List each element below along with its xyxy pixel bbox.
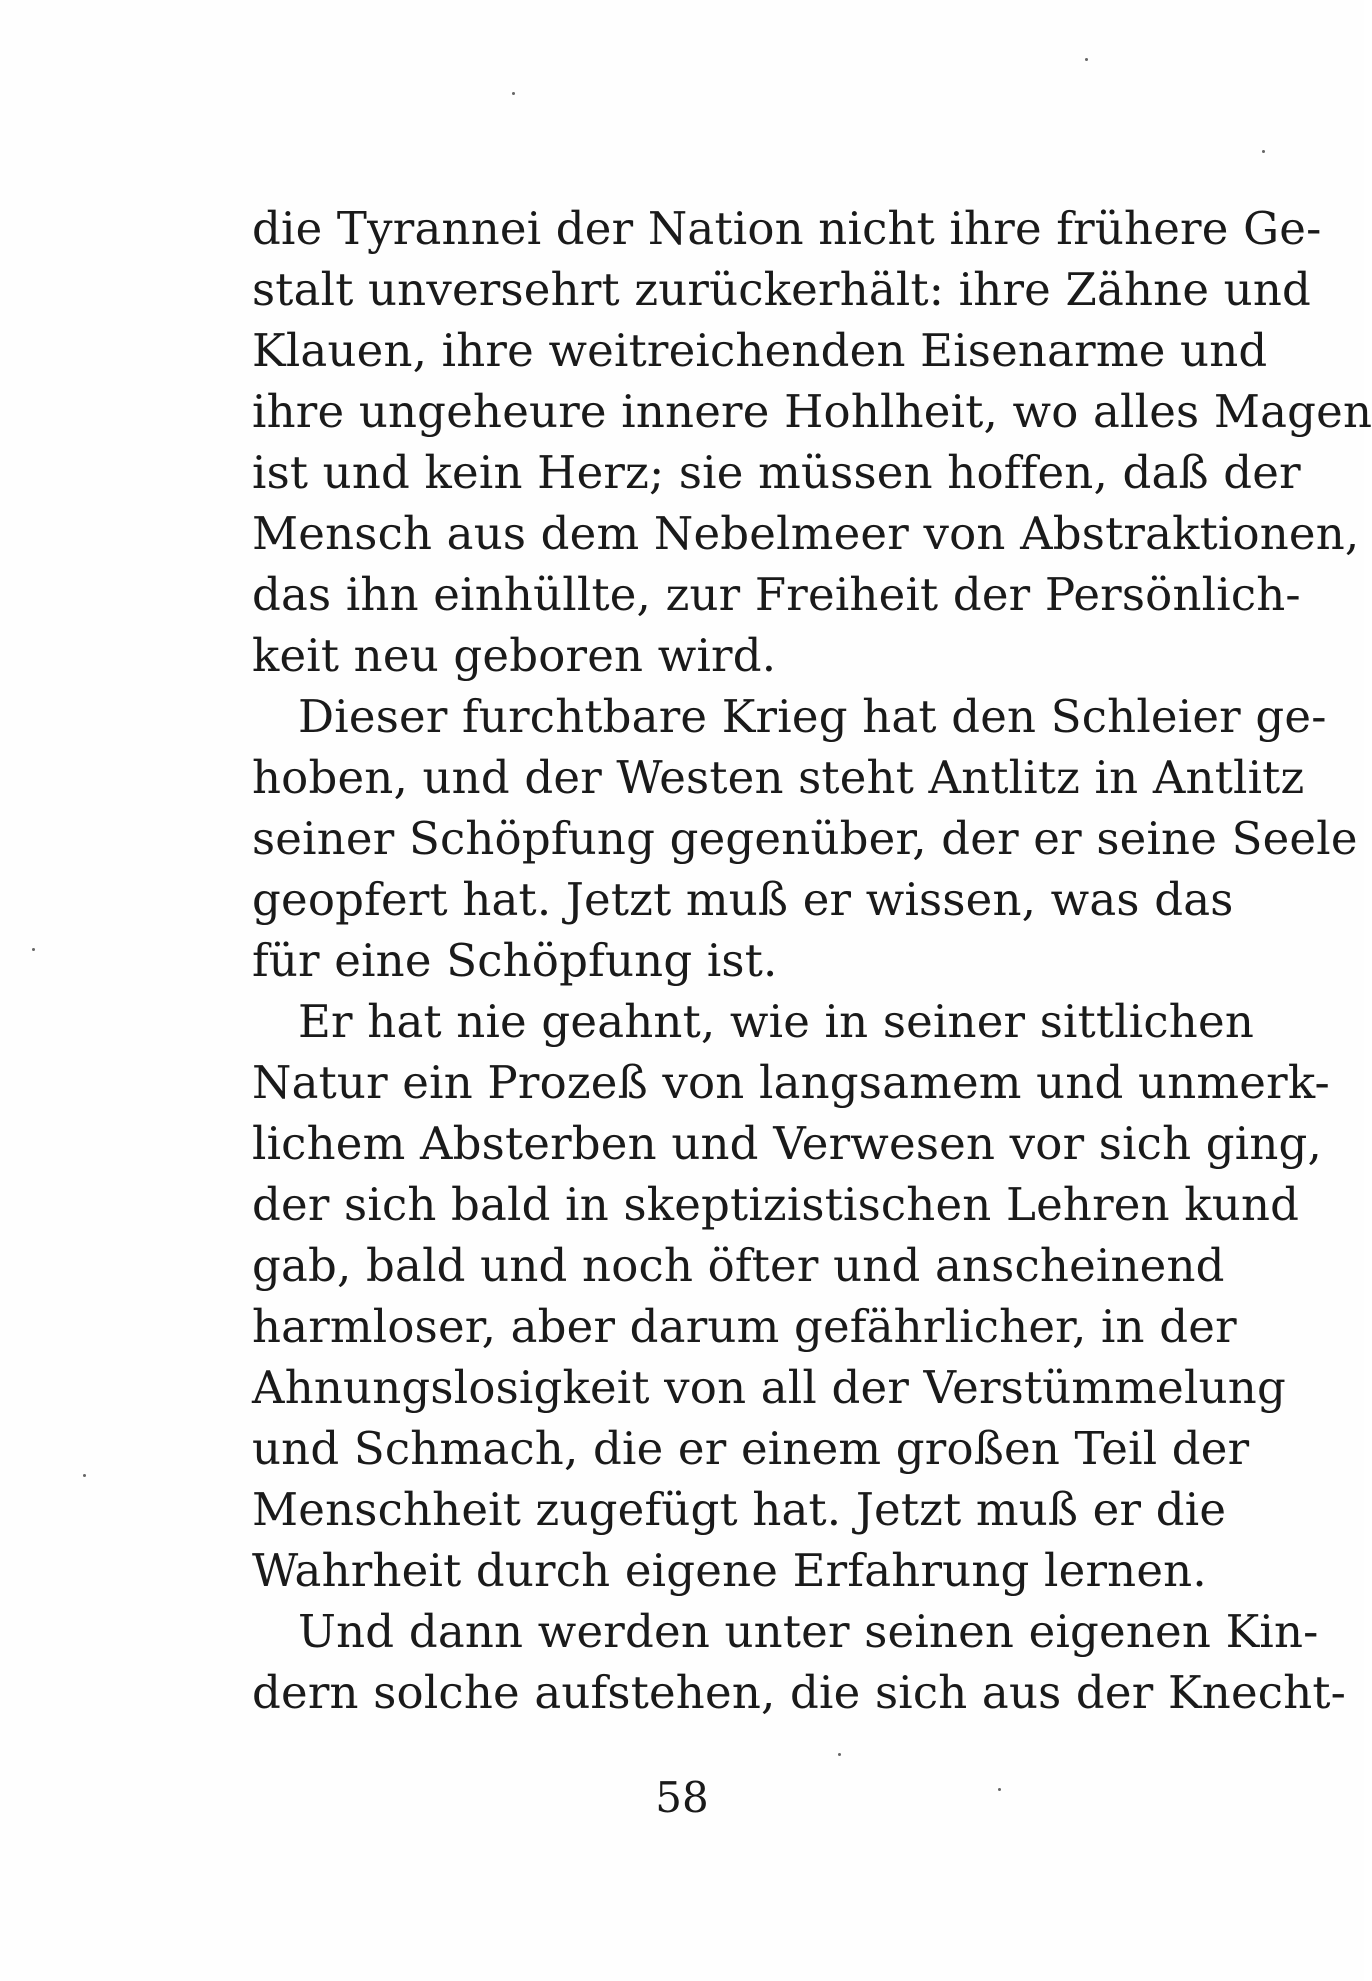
- paper-speck: [512, 92, 515, 95]
- text-line: Natur ein Prozeß von langsamem und unmerk-: [252, 1056, 1330, 1109]
- text-line: für eine Schöpfung ist.: [252, 934, 778, 987]
- text-line: Klauen, ihre weitreichenden Eisenarme und: [252, 324, 1268, 377]
- text-line: geopfert hat. Jetzt muß er wissen, was das: [252, 873, 1234, 926]
- text-line: und Schmach, die er einem großen Teil der: [252, 1422, 1250, 1475]
- paper-speck: [1262, 150, 1265, 153]
- text-line: Wahrheit durch eigene Erfahrung lernen.: [252, 1544, 1207, 1597]
- text-line: das ihn einhüllte, zur Freiheit der Persönlich-: [252, 568, 1301, 621]
- text-line: Mensch aus dem Nebelmeer von Abstraktionen,: [252, 507, 1360, 560]
- text-line: Ahnungslosigkeit von all der Verstümmelung: [252, 1361, 1286, 1414]
- paragraph-first-line: Dieser furchtbare Krieg hat den Schleier ge-: [298, 690, 1327, 743]
- text-line: gab, bald und noch öfter und anscheinend: [252, 1239, 1225, 1292]
- text-line: dern solche aufstehen, die sich aus der Knecht-: [252, 1666, 1347, 1719]
- text-line: die Tyrannei der Nation nicht ihre frühere Ge-: [252, 202, 1322, 255]
- paper-speck: [1085, 58, 1088, 61]
- text-line: Menschheit zugefügt hat. Jetzt muß er die: [252, 1483, 1227, 1536]
- paper-speck: [83, 1474, 86, 1477]
- paper-speck: [32, 948, 35, 951]
- text-line: der sich bald in skeptizistischen Lehren kund: [252, 1178, 1300, 1231]
- page-number: 58: [655, 1773, 709, 1822]
- body-text: [252, 198, 1372, 1723]
- text-line: hoben, und der Westen steht Antlitz in Antlitz: [252, 751, 1305, 804]
- text-line: ist und kein Herz; sie müssen hoffen, daß der: [252, 446, 1301, 499]
- text-line: keit neu geboren wird.: [252, 629, 777, 682]
- text-line: harmloser, aber darum gefährlicher, in der: [252, 1300, 1237, 1353]
- paragraph-first-line: Er hat nie geahnt, wie in seiner sittlichen: [298, 995, 1254, 1048]
- paper-speck: [998, 1788, 1001, 1791]
- paragraph-first-line: Und dann werden unter seinen eigenen Kin-: [298, 1605, 1319, 1658]
- text-line: lichem Absterben und Verwesen vor sich ging,: [252, 1117, 1323, 1170]
- text-line: seiner Schöpfung gegenüber, der er seine Seele: [252, 812, 1358, 865]
- text-line: ihre ungeheure innere Hohlheit, wo alles Magen: [252, 385, 1372, 438]
- text-line: stalt unversehrt zurückerhält: ihre Zähne und: [252, 263, 1312, 316]
- paper-speck: [838, 1753, 841, 1756]
